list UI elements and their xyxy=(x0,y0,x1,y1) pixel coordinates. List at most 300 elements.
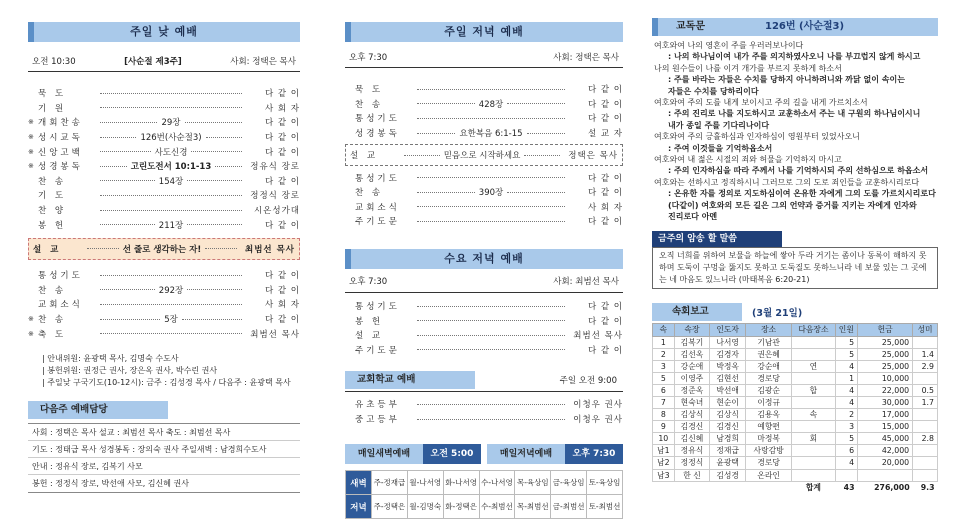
order-label: 성시교독 xyxy=(38,133,83,144)
table-row xyxy=(653,348,938,360)
order-value: 428장 xyxy=(478,99,504,110)
order-label: 묵 도 xyxy=(38,89,67,100)
table-cell: 김현선 xyxy=(710,372,746,384)
evening-time: 오후 7:30 xyxy=(349,52,388,63)
sermon-preacher: 최범선 목사 xyxy=(244,244,295,255)
table-cell: 30,000 xyxy=(858,396,913,408)
reading-line: 여호와여 나의 영혼이 주를 우러러보나이다 xyxy=(654,41,804,50)
order-row xyxy=(28,268,300,283)
church-school-list xyxy=(345,397,623,426)
sunday-hymnal-week: [사순절 제3주] xyxy=(124,56,182,67)
table-row xyxy=(653,421,938,433)
table-cell: 현순이 xyxy=(710,396,746,408)
church-school-header xyxy=(345,371,623,389)
table-row xyxy=(653,384,938,396)
banner-accent xyxy=(345,22,351,42)
table-cell: 김상식 xyxy=(674,409,710,421)
order-person: 다 같 이 xyxy=(264,147,300,158)
order-person: 다 같 이 xyxy=(587,217,623,228)
table-cell: 윤광택 xyxy=(710,457,746,469)
order-row xyxy=(28,297,300,312)
table-cell xyxy=(792,457,835,469)
daily-service-cell: 수-나서영 xyxy=(479,471,515,495)
table-row xyxy=(653,457,938,469)
standing-mark: ※ xyxy=(28,133,34,142)
daily-service-cell: 토-최범선 xyxy=(587,495,623,519)
order-label: 묵 도 xyxy=(355,85,384,96)
order-person: 정유식 장로 xyxy=(250,162,300,173)
table-cell: 1 xyxy=(653,336,675,348)
table-cell: 2.9 xyxy=(913,360,938,372)
table-cell: 남2 xyxy=(653,457,675,469)
sunday-service-header xyxy=(28,50,300,72)
class-report-date: (3월 21일) xyxy=(752,307,803,319)
table-cell: 9 xyxy=(653,421,675,433)
reading-line: : 주의 인자하심을 따라 주께서 나를 기억하시되 주의 선하심으로 하옵소서 xyxy=(668,166,929,176)
table-cell: 정정식 xyxy=(674,457,710,469)
daily-service-cell: 금-육상임 xyxy=(551,471,587,495)
order-person: 다 같 이 xyxy=(264,285,300,296)
wednesday-service-banner xyxy=(345,249,623,269)
wednesday-service-header xyxy=(345,271,623,293)
reading-line: : 나의 하나님이여 내가 주를 의지하였사오니 나를 부끄럽지 않게 하시고 xyxy=(668,52,921,62)
order-person: 이청우 권사 xyxy=(573,415,623,426)
evening-service-header xyxy=(345,46,623,68)
order-label: 기 도 xyxy=(38,191,67,202)
standing-mark: ※ xyxy=(28,162,34,171)
order-person: 다 같 이 xyxy=(264,176,300,187)
sunday-column xyxy=(28,0,300,493)
order-label: 교회소식 xyxy=(38,300,83,311)
order-label: 통성기도 xyxy=(355,173,400,184)
table-cell xyxy=(913,457,938,469)
table-cell xyxy=(913,445,938,457)
table-cell: 강순애 xyxy=(674,360,710,372)
order-row xyxy=(28,130,300,145)
table-cell: 강순애 xyxy=(746,360,792,372)
class-report-column-header: 인도자 xyxy=(710,323,746,336)
order-person: 다 같 이 xyxy=(587,173,623,184)
order-person: 다 같 이 xyxy=(264,271,300,282)
order-person: 다 같 이 xyxy=(264,133,300,144)
table-cell: 5 xyxy=(835,336,857,348)
sunday-sermon-row xyxy=(28,238,300,260)
daily-service-cell: 금-최범선 xyxy=(551,495,587,519)
order-row xyxy=(28,217,300,232)
table-cell xyxy=(835,469,857,481)
order-value: 292장 xyxy=(158,285,184,296)
table-cell: 10,000 xyxy=(858,372,913,384)
order-row xyxy=(345,185,623,200)
order-person: 시온성가대 xyxy=(253,206,300,217)
order-person: 다 같 이 xyxy=(587,85,623,96)
table-cell xyxy=(792,421,835,433)
table-cell: 연 xyxy=(792,360,835,372)
reading-line: : 주여 이것들을 기억하옵소서 xyxy=(668,143,773,153)
table-cell: 25,000 xyxy=(858,336,913,348)
sermon-preacher: 정택은 목사 xyxy=(568,151,618,162)
table-cell: 5 xyxy=(835,348,857,360)
total-count: 43 xyxy=(843,482,855,492)
table-cell: 한 신 xyxy=(674,469,710,481)
table-cell xyxy=(913,372,938,384)
note-ushers: | 안내위원: 윤광택 목사, 김명숙 수도사 xyxy=(42,353,179,363)
church-school-time: 주일 오전 9:00 xyxy=(559,376,617,387)
duty-row: 봉헌 : 정정식 장로, 박선애 사모, 김신혜 권사 xyxy=(32,478,189,488)
order-person: 다 같 이 xyxy=(587,302,623,313)
order-row xyxy=(28,144,300,159)
table-cell: 박정옥 xyxy=(710,360,746,372)
order-person: 이청우 권사 xyxy=(573,400,623,411)
order-row xyxy=(345,126,623,141)
order-label: 통성기도 xyxy=(38,271,83,282)
daily-service-cell: 월-나서영 xyxy=(407,471,443,495)
order-person: 사 회 자 xyxy=(264,103,300,114)
order-label: 개회찬송 xyxy=(38,118,83,129)
note-offering: | 봉헌위원: 권정근 권사, 장은옥 권사, 박수린 권사 xyxy=(42,365,218,375)
next-week-duty-title: 다음주 예배담당 xyxy=(40,403,108,415)
table-row xyxy=(653,396,938,408)
wednesday-time: 오후 7:30 xyxy=(349,277,388,288)
banner-accent xyxy=(345,249,351,269)
standing-mark: ※ xyxy=(28,118,34,127)
standing-mark: ※ xyxy=(28,329,34,338)
table-cell: 마정복 xyxy=(746,433,792,445)
table-cell: 2 xyxy=(653,348,675,360)
order-value: 요한복음 6:1-15 xyxy=(459,129,523,140)
table-cell: 2.8 xyxy=(913,433,938,445)
order-row xyxy=(28,101,300,116)
order-row xyxy=(28,203,300,218)
table-row xyxy=(653,445,938,457)
table-cell: 김복기 xyxy=(674,336,710,348)
table-cell: 4 xyxy=(835,457,857,469)
table-row xyxy=(653,360,938,372)
order-label: 봉 헌 xyxy=(355,316,384,327)
table-cell xyxy=(913,421,938,433)
order-label: 찬 송 xyxy=(38,285,67,296)
banner-accent xyxy=(652,18,658,36)
table-cell: 4 xyxy=(835,396,857,408)
reading-line: 여호와여 주의 긍휼하심과 인자하심이 영원부터 있었사오니 xyxy=(654,132,860,142)
table-cell xyxy=(913,336,938,348)
table-cell: 3 xyxy=(653,360,675,372)
order-value: 사도신경 xyxy=(154,147,188,158)
daily-service-cell: 목-최범선 xyxy=(515,495,551,519)
daily-service-cell: 화-나서영 xyxy=(443,471,479,495)
reading-line: 여호와는 선하시고 정직하시니 그러므로 그의 도로 죄인들을 교훈하시리로다 xyxy=(654,177,920,187)
next-week-duty-table xyxy=(28,423,300,493)
class-report-table xyxy=(652,323,938,494)
table-cell: 권은혜 xyxy=(746,348,792,360)
table-cell: 3 xyxy=(835,421,857,433)
evening-order-list xyxy=(345,82,623,140)
order-value: 154장 xyxy=(158,176,184,187)
table-cell: 김상식 xyxy=(710,409,746,421)
sunday-service-title: 주일 낮 예배 xyxy=(130,25,198,38)
order-row xyxy=(345,200,623,215)
order-row xyxy=(345,397,623,412)
order-row xyxy=(28,86,300,101)
total-amount: 276,000 xyxy=(874,482,910,492)
order-person: 사 회 자 xyxy=(587,202,623,213)
note-prayer: | 주일낮 구국기도(10-12시): 금주 : 김성경 목사 / 다음주 : 윤광택 목사 xyxy=(42,377,291,387)
evening-leader: 사회: 정택은 목사 xyxy=(553,52,619,63)
order-label: 찬 송 xyxy=(355,99,384,110)
sunday-notes xyxy=(28,353,300,389)
table-cell: 김광순 xyxy=(746,384,792,396)
order-person: 다 같 이 xyxy=(264,220,300,231)
order-row xyxy=(345,343,623,358)
order-person: 다 같 이 xyxy=(587,114,623,125)
table-row xyxy=(653,409,938,421)
table-cell xyxy=(792,445,835,457)
daily-service-cell: 월-김명숙 xyxy=(407,495,443,519)
order-label: 설 교 xyxy=(355,331,384,342)
table-cell: 5 xyxy=(653,372,675,384)
order-value: 211장 xyxy=(158,220,184,231)
total-rice: 9.3 xyxy=(920,482,935,492)
evening-sermon-row xyxy=(345,144,623,166)
table-cell: 경로당 xyxy=(746,457,792,469)
reading-line: 여호와여 내 젊은 시절의 죄와 허물을 기억하지 마시고 xyxy=(654,155,842,165)
table-cell: 속 xyxy=(792,409,835,421)
evening-column xyxy=(345,0,623,519)
daily-service-row-head: 저녁 xyxy=(346,495,372,519)
order-person: 다 같 이 xyxy=(264,118,300,129)
daily-service-cell: 주-정택은 xyxy=(372,495,408,519)
order-row xyxy=(345,111,623,126)
sermon-title: 선 줄로 생각하는 자! xyxy=(122,244,202,255)
sermon-label: 설 교 xyxy=(33,244,62,255)
order-label: 봉 헌 xyxy=(38,220,67,231)
sunday-order-list-2 xyxy=(28,268,300,341)
class-report-column-header: 장소 xyxy=(746,323,792,336)
banner-accent xyxy=(28,22,34,42)
reading-column xyxy=(652,0,938,493)
total-label: 합계 xyxy=(805,482,821,492)
class-report-title: 속회보고 xyxy=(652,303,742,321)
daily-service-cell: 화-정택은 xyxy=(443,495,479,519)
table-cell: 7 xyxy=(653,396,675,408)
table-cell: 2 xyxy=(835,409,857,421)
table-cell: 1.4 xyxy=(913,348,938,360)
order-label: 통성기도 xyxy=(355,114,400,125)
table-row xyxy=(653,433,938,445)
table-cell: 나서영 xyxy=(710,336,746,348)
table-cell xyxy=(792,469,835,481)
order-person: 다 같 이 xyxy=(587,188,623,199)
order-person: 사 회 자 xyxy=(264,300,300,311)
table-cell xyxy=(792,372,835,384)
order-value: 고린도전서 10:1-13 xyxy=(130,162,212,173)
reading-line: : 주를 바라는 자들은 수치를 당하지 아니하려니와 까닭 없이 속이는 xyxy=(668,75,905,85)
table-cell: 남경희 xyxy=(710,433,746,445)
order-person: 다 같 이 xyxy=(264,315,300,326)
order-row xyxy=(345,412,623,427)
class-report-column-header: 속 xyxy=(653,323,675,336)
table-cell: 20,000 xyxy=(858,457,913,469)
table-cell xyxy=(792,336,835,348)
table-cell: 이영주 xyxy=(674,372,710,384)
wednesday-service-title: 수요 저녁 예배 xyxy=(444,251,524,265)
order-label: 성경봉독 xyxy=(355,129,400,140)
table-cell: 42,000 xyxy=(858,445,913,457)
reading-line: (다같이) 여호와의 모든 길은 그의 언약과 증거를 지키는 자에게 인자와 xyxy=(668,200,917,210)
table-cell: 5 xyxy=(835,433,857,445)
table-row xyxy=(653,372,938,384)
order-row xyxy=(345,214,623,229)
class-report-column-header: 다음장소 xyxy=(792,323,835,336)
order-label: 찬 양 xyxy=(38,206,67,217)
responsive-reading-text xyxy=(652,40,938,223)
reading-line: 여호와여 주의 도를 내게 보이시고 주의 길을 내게 가르치소서 xyxy=(654,98,868,108)
class-report-column-header: 헌금 xyxy=(858,323,913,336)
table-cell: 10 xyxy=(653,433,675,445)
church-school-banner xyxy=(345,371,475,389)
table-cell: 사랑감방 xyxy=(746,445,792,457)
evening-daily-time: 오후 7:30 xyxy=(565,444,623,464)
table-cell xyxy=(792,396,835,408)
responsive-reading-title: 교독문 xyxy=(676,21,705,32)
table-cell: 현숙녀 xyxy=(674,396,710,408)
reading-line: 자들은 수치를 당하리이다 xyxy=(668,86,759,96)
reading-line: : 주의 진리로 나를 지도하시고 교훈하소서 주는 내 구원의 하나님이시니 xyxy=(668,109,921,119)
table-row xyxy=(653,469,938,481)
table-cell xyxy=(913,409,938,421)
order-label: 찬 송 xyxy=(38,176,67,187)
table-cell: 남3 xyxy=(653,469,675,481)
memory-verse-box: 오직 너희를 위하여 보물을 하늘에 쌓아 두라 거기는 좀이나 동록이 해하지 못하며 도둑이 구멍을 뚫지도 못하고 도둑질도 못하느니라 네 보물 있는 그 곳에는 네 마음도 있느니라 (마태복음 6:20-21) xyxy=(652,247,938,289)
order-label: 찬 송 xyxy=(355,188,384,199)
sunday-service-banner xyxy=(28,22,300,42)
order-label: 교회소식 xyxy=(355,202,400,213)
wednesday-leader: 사회: 최범선 목사 xyxy=(553,277,619,288)
daily-service-cell: 목-육상임 xyxy=(515,471,551,495)
table-cell: 김신혜 xyxy=(674,433,710,445)
table-cell: 정준옥 xyxy=(674,384,710,396)
duty-row: 사회 : 정택은 목사 설교 : 최범선 목사 축도 : 최범선 목사 xyxy=(28,424,300,441)
reading-line: : 온유한 자를 정의로 지도하심이여 온유한 자에게 그의 도를 가르치시리로다 xyxy=(668,189,936,199)
order-row xyxy=(28,174,300,189)
wednesday-order-list xyxy=(345,299,623,357)
responsive-reading-banner xyxy=(652,18,938,36)
dawn-service-time: 오전 5:00 xyxy=(423,444,481,464)
table-cell xyxy=(792,348,835,360)
table-cell: 정재급 xyxy=(710,445,746,457)
table-cell: 경로당 xyxy=(746,372,792,384)
table-cell xyxy=(913,469,938,481)
order-row xyxy=(345,97,623,112)
table-cell: 예향편 xyxy=(746,421,792,433)
table-cell xyxy=(858,469,913,481)
table-cell: 기남관 xyxy=(746,336,792,348)
order-row xyxy=(28,159,300,174)
table-cell: 1 xyxy=(835,372,857,384)
sunday-leader: 사회: 정택은 목사 xyxy=(230,56,296,67)
class-report-header xyxy=(652,303,938,321)
table-cell: 김용옥 xyxy=(746,409,792,421)
table-cell: 김경신 xyxy=(710,421,746,433)
table-cell: 1.7 xyxy=(913,396,938,408)
reading-line: 나의 원수들이 나를 이겨 개가를 부르지 못하게 하소서 xyxy=(654,63,842,73)
duty-row: 안내 : 정유식 장로, 김복기 사모 xyxy=(28,458,300,475)
daily-service-row-head: 새벽 xyxy=(346,471,372,495)
table-cell: 17,000 xyxy=(858,409,913,421)
order-row xyxy=(345,82,623,97)
order-row xyxy=(345,328,623,343)
order-label: 중고등부 xyxy=(355,415,400,426)
order-row xyxy=(28,326,300,341)
table-cell: 김성경 xyxy=(710,469,746,481)
table-cell: 6 xyxy=(653,384,675,396)
table-cell: 0.5 xyxy=(913,384,938,396)
standing-mark: ※ xyxy=(28,315,34,324)
table-cell: 6 xyxy=(835,445,857,457)
order-label: 축 도 xyxy=(38,329,67,340)
order-person: 최범선 목사 xyxy=(250,329,300,340)
standing-mark: ※ xyxy=(28,147,34,156)
order-value: 5장 xyxy=(164,315,178,326)
table-cell: 25,000 xyxy=(858,360,913,372)
table-cell: 22,000 xyxy=(858,384,913,396)
sunday-order-list xyxy=(28,86,300,232)
order-label: 통성기도 xyxy=(355,302,400,313)
duty-row: 기도 : 정태급 목사 성경봉독 : 장의숙 권사 주일새벽 : 남경희수도사 xyxy=(28,441,300,458)
order-value: 390장 xyxy=(478,188,504,199)
table-row xyxy=(653,336,938,348)
class-report-total-row xyxy=(653,481,938,493)
sermon-label: 설 교 xyxy=(350,151,379,162)
order-label: 기 원 xyxy=(38,103,67,114)
order-person: 설 교 자 xyxy=(587,129,623,140)
order-row xyxy=(28,283,300,298)
order-label: 찬 송 xyxy=(38,315,67,326)
table-cell: 45,000 xyxy=(858,433,913,445)
evening-service-title: 주일 저녁 예배 xyxy=(444,25,524,38)
order-row xyxy=(28,188,300,203)
reading-line: 진리로다 아멘 xyxy=(668,212,718,222)
order-row xyxy=(28,312,300,327)
order-label: 주기도문 xyxy=(355,217,400,228)
order-label: 신앙고백 xyxy=(38,147,83,158)
table-cell: 김선옥 xyxy=(674,348,710,360)
order-row xyxy=(28,115,300,130)
order-person: 다 같 이 xyxy=(587,316,623,327)
church-school-title: 교회학교 예배 xyxy=(357,374,416,386)
order-value: 29장 xyxy=(161,118,181,129)
order-value: 126번(사순절3) xyxy=(140,133,202,144)
evening-order-list-2 xyxy=(345,170,623,228)
table-cell: 박선애 xyxy=(710,384,746,396)
table-cell: 김경신 xyxy=(674,421,710,433)
daily-service-cell: 주-정재급 xyxy=(372,471,408,495)
order-person: 다 같 이 xyxy=(264,89,300,100)
table-cell: 온라인 xyxy=(746,469,792,481)
table-cell: 8 xyxy=(653,409,675,421)
table-cell: 합 xyxy=(792,384,835,396)
table-cell: 25,000 xyxy=(858,348,913,360)
sunday-time: 오전 10:30 xyxy=(32,56,76,67)
order-label: 주기도문 xyxy=(355,345,400,356)
daily-service-row xyxy=(346,471,623,495)
next-week-duty-banner xyxy=(28,401,168,419)
evening-service-banner xyxy=(345,22,623,42)
daily-service-header xyxy=(345,444,623,464)
reading-line: 내가 종일 주를 기다리나이다 xyxy=(668,120,770,130)
table-cell: 4 xyxy=(835,384,857,396)
class-report-column-header: 성미 xyxy=(913,323,938,336)
